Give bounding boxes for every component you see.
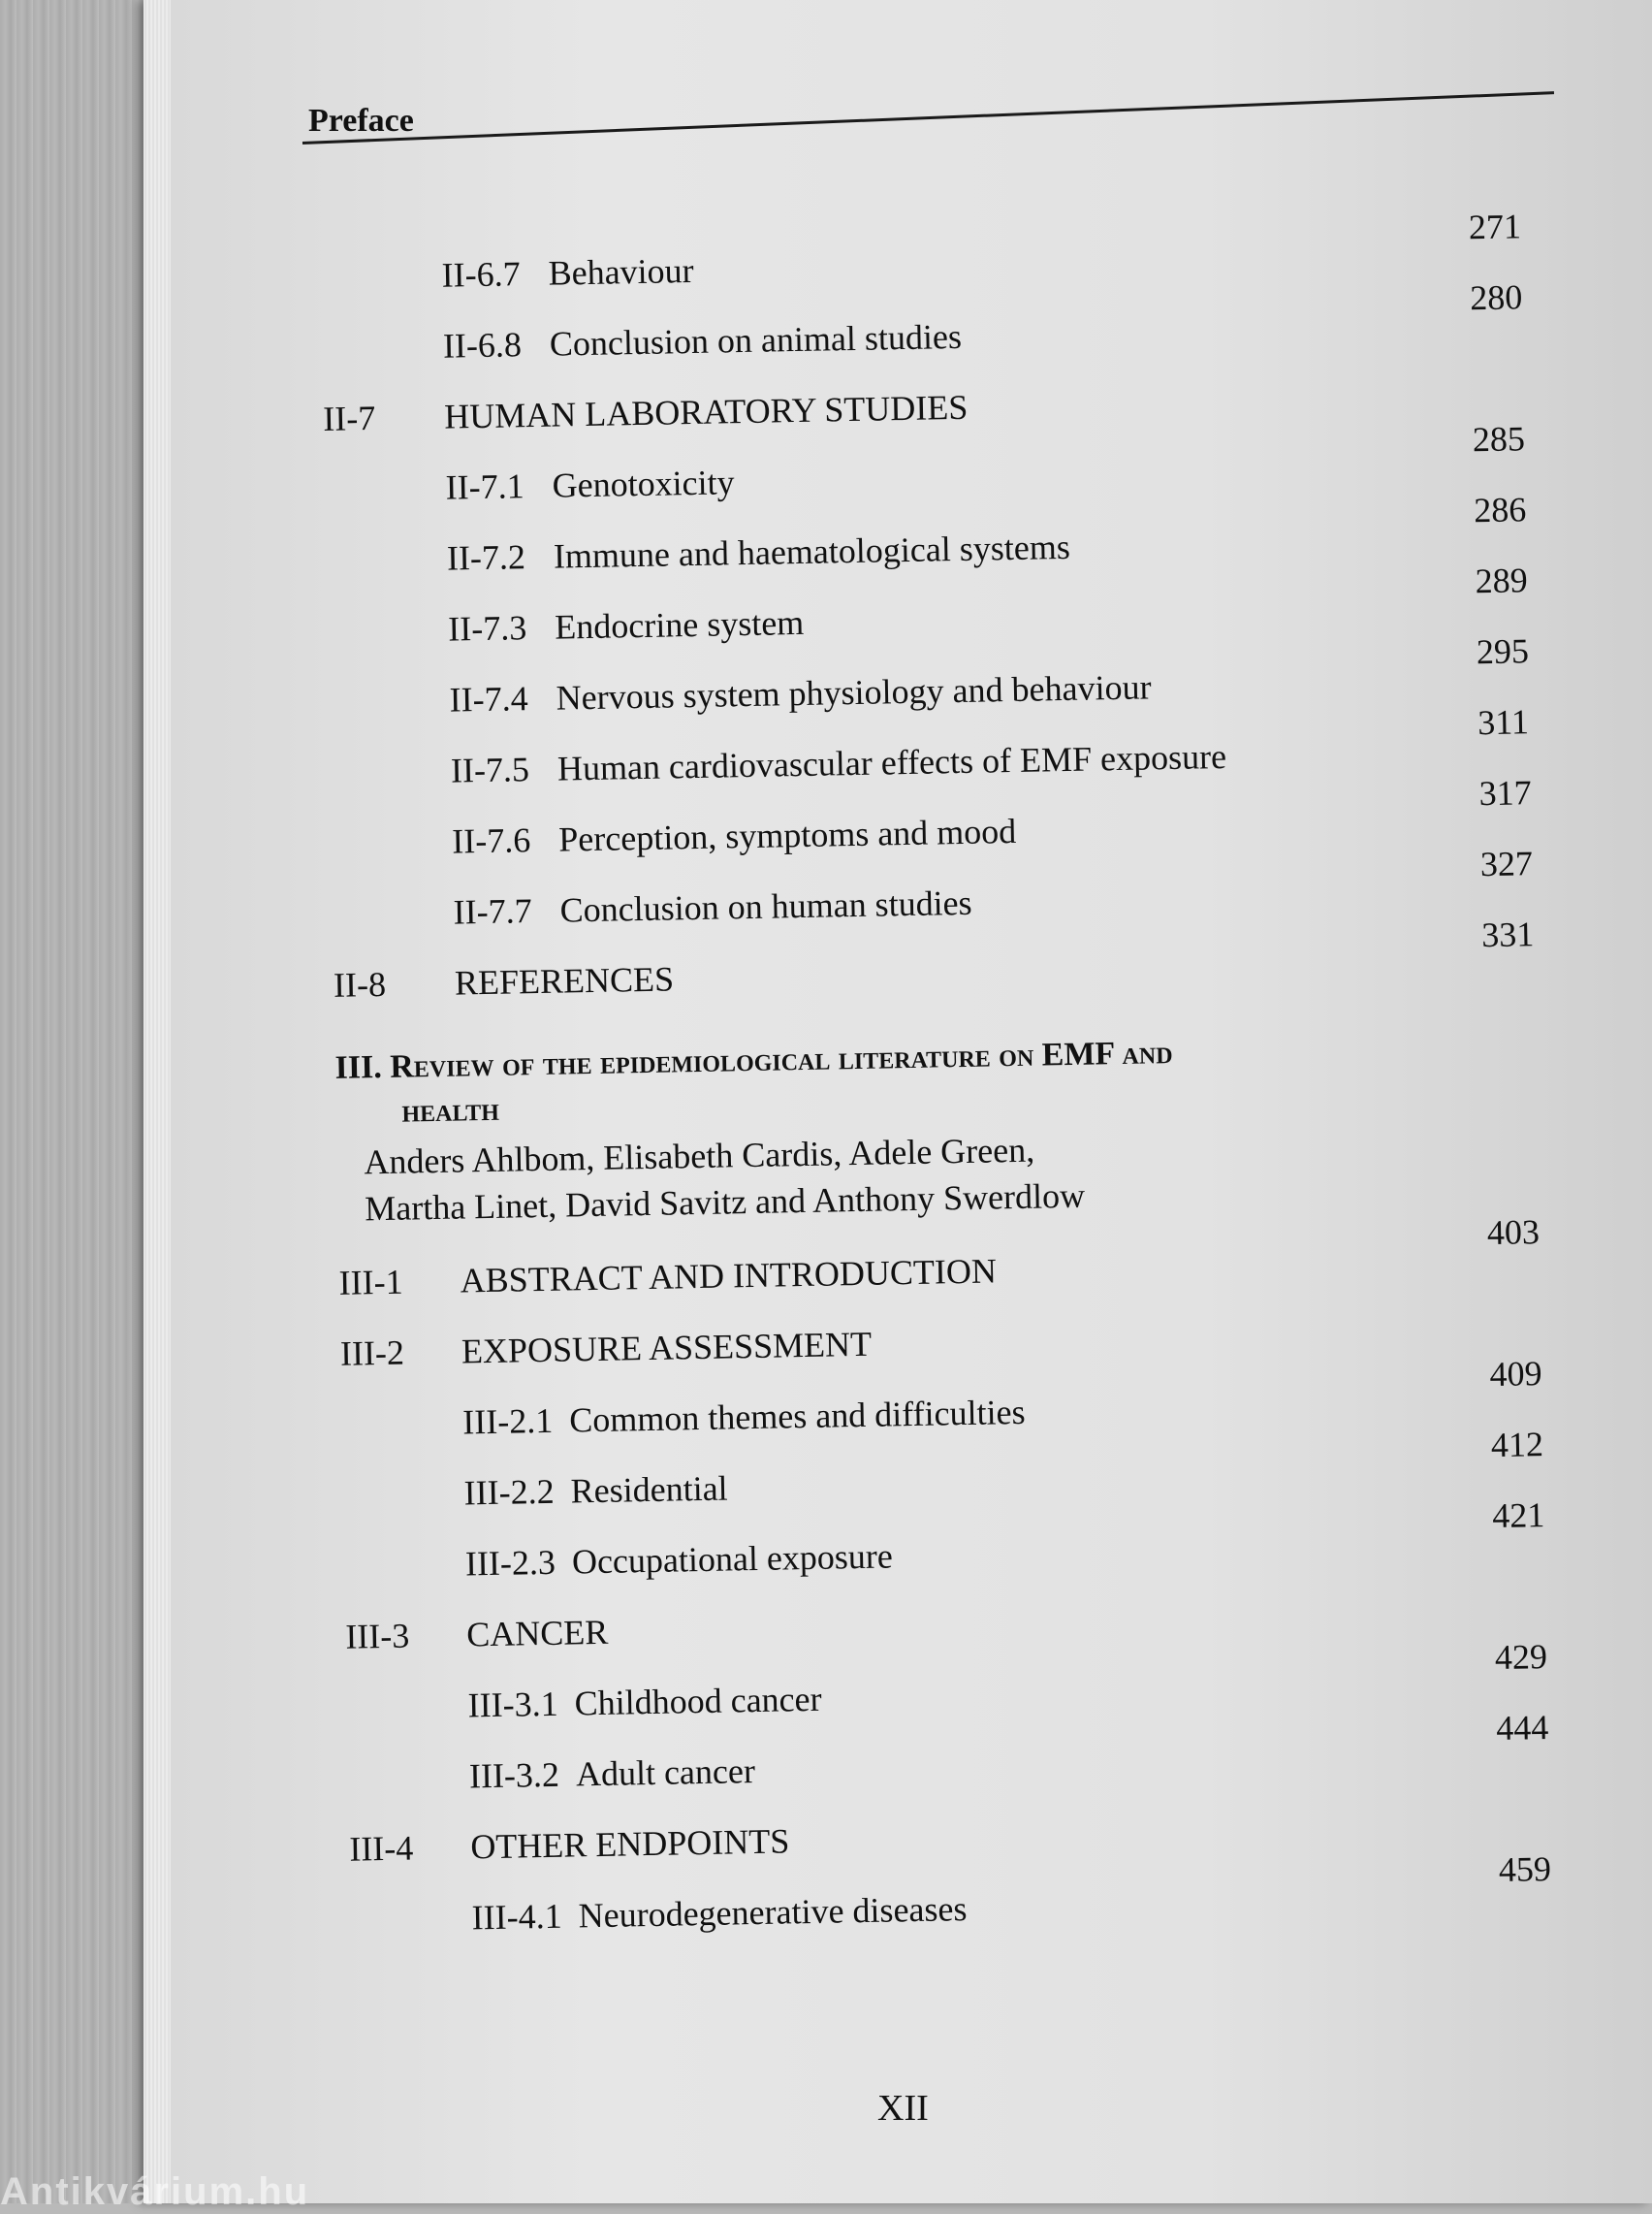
toc-entry-number: III-4 <box>348 1828 414 1869</box>
toc-entry-number: II-7.5 <box>450 750 530 790</box>
toc-entry-page: 444 <box>1495 1708 1549 1749</box>
toc-entry-page: 311 <box>1477 702 1530 743</box>
toc-entry-number: III-4.1 <box>471 1896 562 1938</box>
toc-entry-title: CANCER <box>465 1612 609 1654</box>
watermark-text: Antikvárium.hu <box>0 2170 310 2213</box>
toc-entry-number: II-7 <box>322 398 376 438</box>
toc-entry-page: 421 <box>1491 1495 1545 1536</box>
toc-entry-number: II-7.4 <box>449 679 528 720</box>
toc-entry-title: Common themes and difficulties <box>568 1392 1026 1440</box>
page-edge <box>143 0 171 2203</box>
toc-entry-title: REFERENCES <box>454 959 675 1003</box>
toc-entry-page: 271 <box>1468 207 1522 247</box>
toc-entry-number: II-8 <box>333 964 387 1005</box>
toc-entry-number: III-3.1 <box>467 1684 558 1725</box>
authors-line2: Martha Linet, David Savitz and Anthony Swerdlow <box>364 1175 1086 1229</box>
toc-entry-title: Nervous system physiology and behaviour <box>556 667 1152 718</box>
toc-entry-title: HUMAN LABORATORY STUDIES <box>443 387 969 436</box>
toc-entry-title: EXPOSURE ASSESSMENT <box>461 1324 873 1371</box>
toc-entry-title: Behaviour <box>548 250 694 293</box>
toc-entry-title: Neurodegenerative diseases <box>578 1889 968 1936</box>
page-number-footer: XII <box>877 2088 929 2129</box>
toc-entry-title: Genotoxicity <box>552 463 735 505</box>
toc-entry-number: III-3 <box>344 1616 410 1656</box>
toc-entry-title: OTHER ENDPOINTS <box>469 1821 790 1867</box>
toc-entry-number: III-1 <box>338 1262 403 1302</box>
toc-entry-title: Human cardiovascular effects of EMF exposure <box>556 736 1227 788</box>
toc-entry-page: 412 <box>1490 1425 1544 1465</box>
toc-entry-page: 285 <box>1472 419 1526 460</box>
toc-entry-number: II-7.3 <box>447 608 527 649</box>
toc-entry-number: III-2.2 <box>463 1471 555 1513</box>
authors-line1: Anders Ahlbom, Elisabeth Cardis, Adele Green, <box>364 1130 1035 1182</box>
toc-part3-list <box>338 1212 1573 1956</box>
toc-entry-number: II-7.7 <box>453 891 532 932</box>
running-header: Preface <box>308 103 414 139</box>
toc-entry-number: II-7.1 <box>445 466 524 507</box>
toc-entry-page: 403 <box>1486 1212 1541 1253</box>
toc-entry-number: III-2.3 <box>464 1542 556 1584</box>
toc-entry-page: 331 <box>1480 914 1535 955</box>
toc-entry-title: Childhood cancer <box>574 1679 822 1723</box>
toc-entry-title: Conclusion on human studies <box>559 882 972 930</box>
toc-entry-title: Endocrine system <box>554 602 805 647</box>
toc-entry-page: 286 <box>1473 490 1527 530</box>
toc-entry-page: 409 <box>1489 1354 1542 1395</box>
toc-entry-title: Conclusion on animal studies <box>549 316 963 364</box>
toc-entry-title: Immune and haematological systems <box>553 527 1071 576</box>
toc-entry-page: 459 <box>1498 1849 1552 1889</box>
toc-entry-page: 327 <box>1479 844 1534 884</box>
toc-content <box>320 207 1573 1956</box>
part3-heading-line1: III. Review of the epidemiological literature on EMF and <box>334 1035 1173 1086</box>
toc-part2-list <box>320 207 1556 1021</box>
toc-entry-page: 280 <box>1469 277 1523 318</box>
toc-entry-page: 317 <box>1478 773 1532 814</box>
toc-entry-number: III-2.1 <box>461 1400 554 1442</box>
toc-entry-number: II-7.2 <box>446 537 526 578</box>
toc-entry-number: II-6.8 <box>442 325 523 366</box>
toc-entry-title: Residential <box>570 1468 728 1511</box>
toc-entry-number: II-6.7 <box>441 254 521 295</box>
toc-entry-number: II-7.6 <box>451 820 531 861</box>
toc-entry-title: ABSTRACT AND INTRODUCTION <box>460 1251 998 1300</box>
part3-heading-line2: health <box>401 1091 500 1130</box>
toc-entry-title: Occupational exposure <box>571 1536 894 1582</box>
toc-entry-title: Perception, symptoms and mood <box>557 811 1017 859</box>
toc-entry-page: 289 <box>1475 561 1528 601</box>
toc-entry-title: Adult cancer <box>575 1751 756 1794</box>
toc-entry-number: III-2 <box>339 1332 405 1373</box>
toc-entry-number: III-3.2 <box>468 1754 560 1796</box>
toc-entry-page: 295 <box>1476 631 1530 672</box>
toc-entry-page: 429 <box>1494 1637 1548 1678</box>
